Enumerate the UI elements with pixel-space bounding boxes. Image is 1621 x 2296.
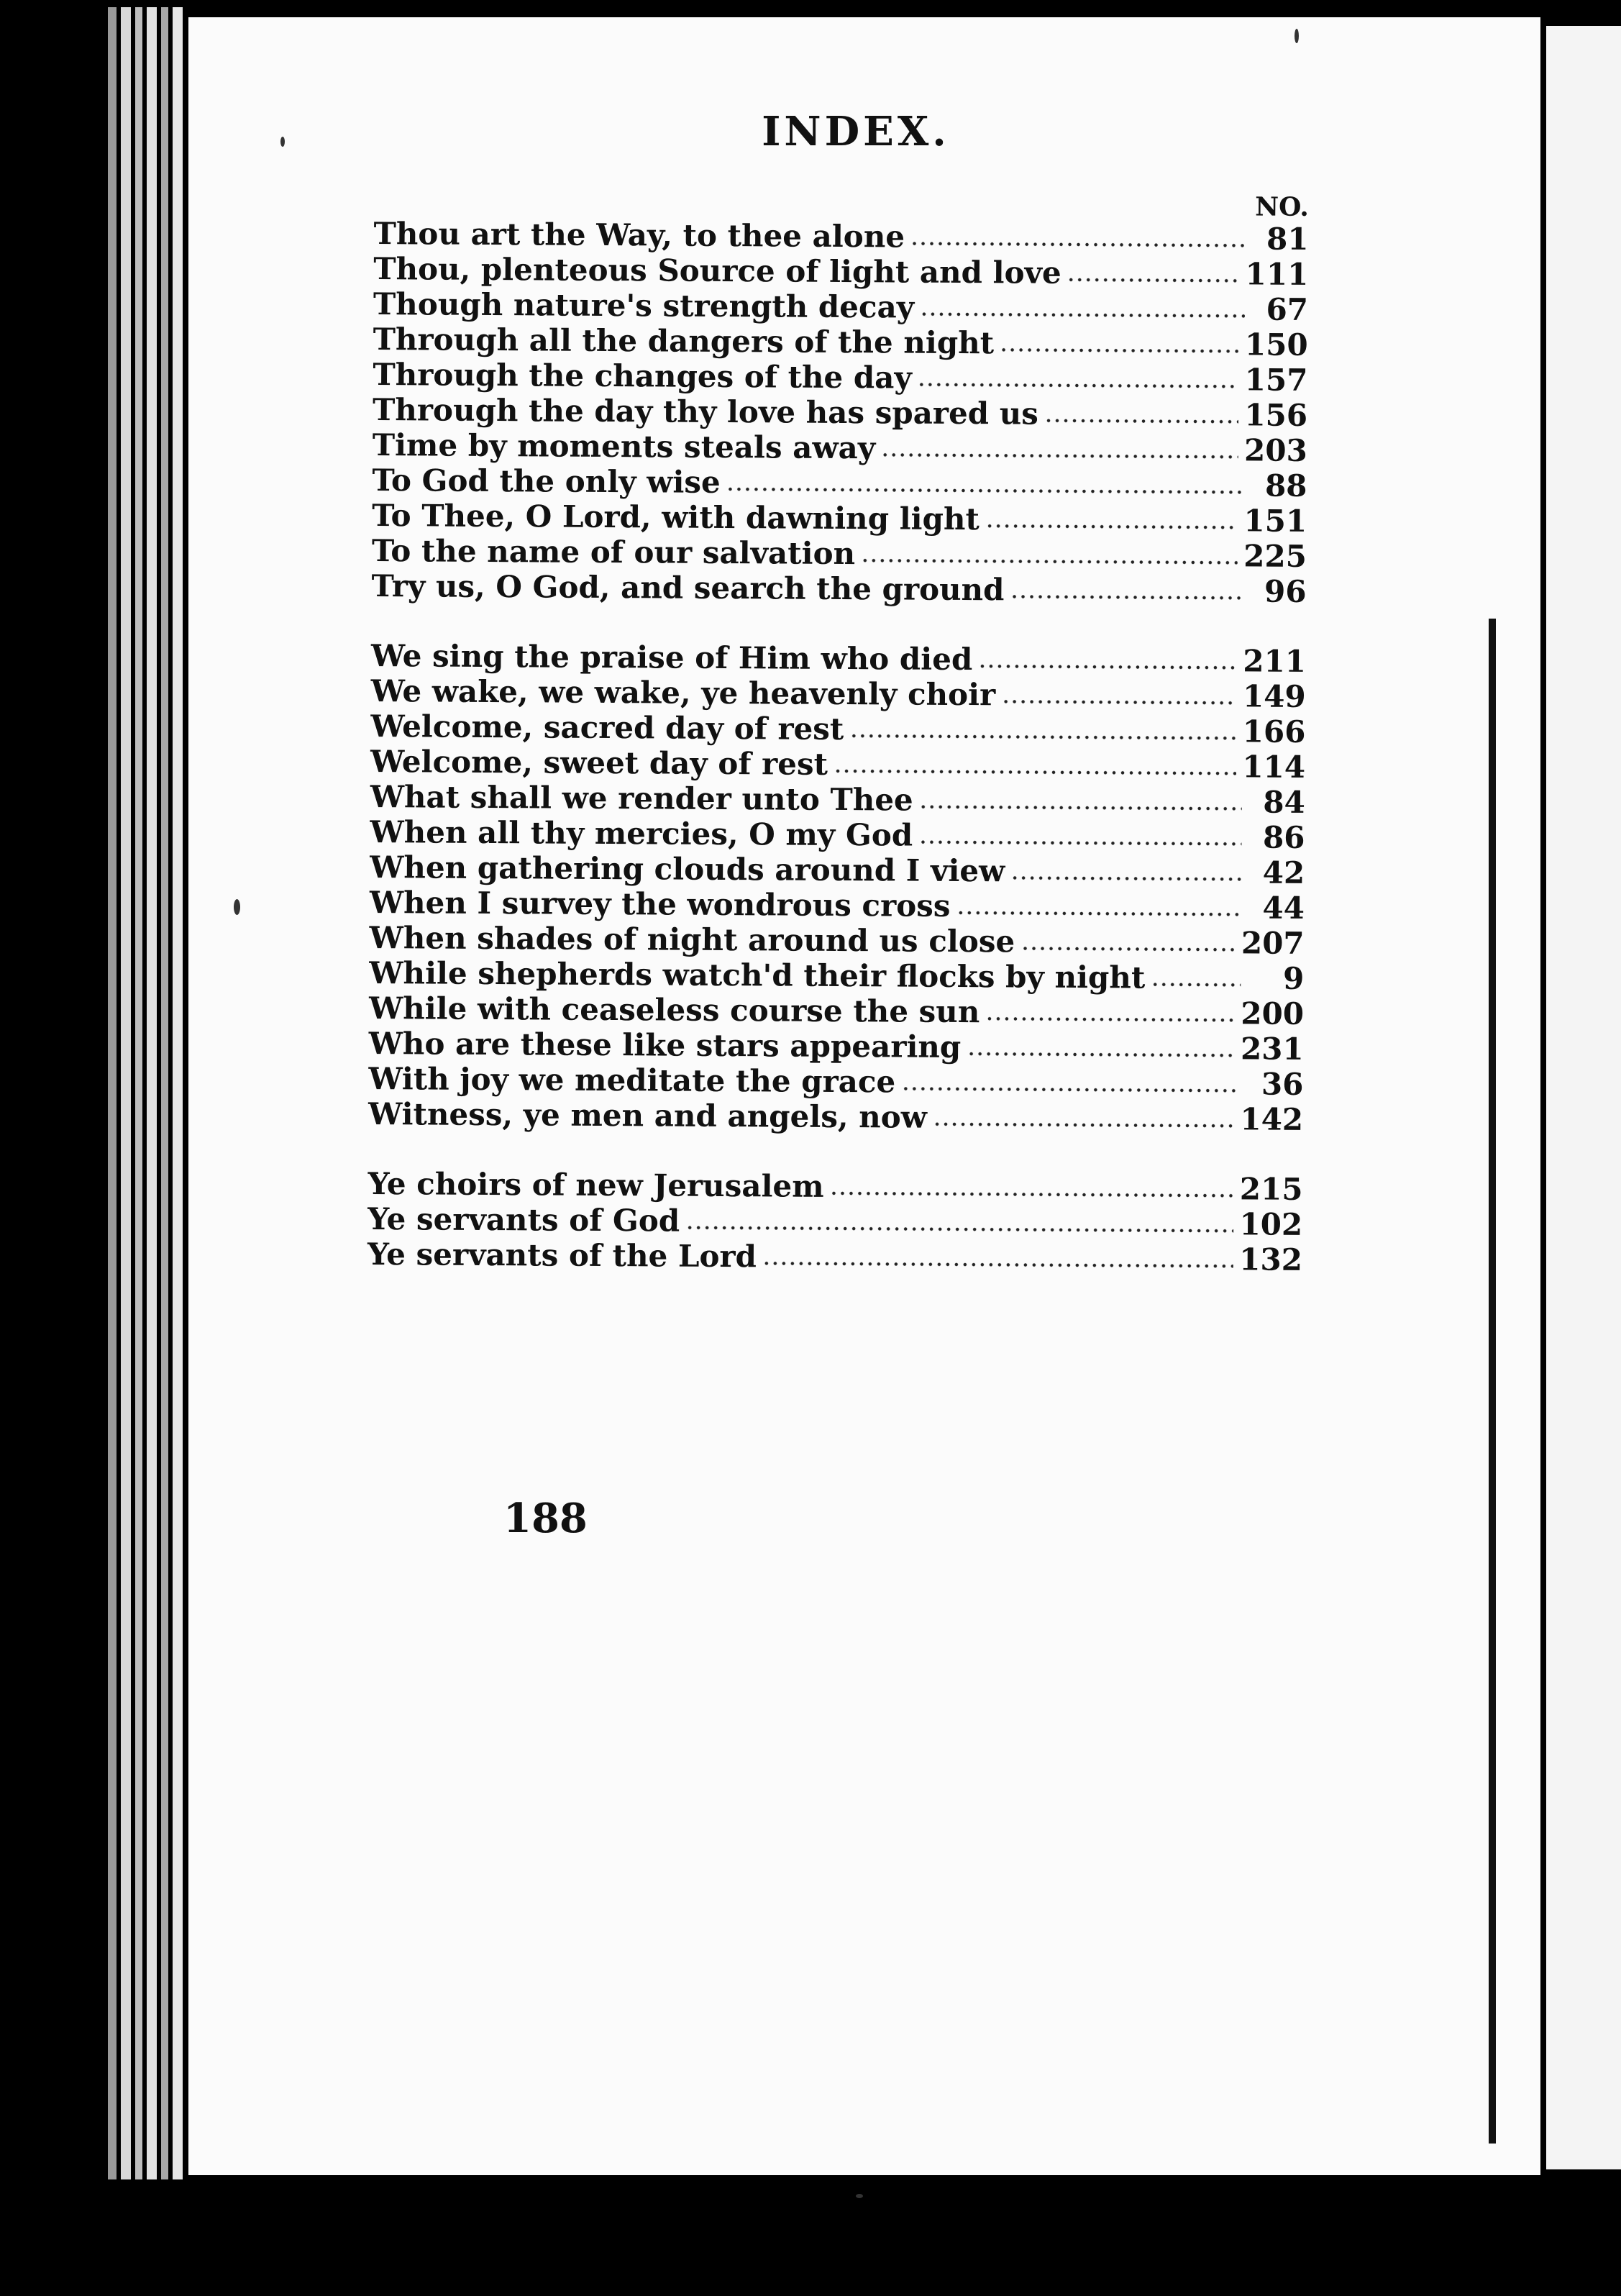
dot-leader <box>1010 593 1243 601</box>
index-entry <box>370 779 1305 820</box>
index-entry <box>373 286 1308 327</box>
index-group <box>367 1166 1303 1277</box>
index-list <box>367 187 1309 1277</box>
page-number: 188 <box>503 1495 588 1542</box>
entry-number: 86 <box>1262 819 1305 855</box>
entry-title: Through all the dangers of the night <box>373 321 995 361</box>
index-group <box>371 216 1308 609</box>
dot-leader <box>1000 346 1239 355</box>
index-groups <box>367 216 1309 1277</box>
index-entry <box>370 885 1305 926</box>
dot-leader <box>933 1121 1235 1130</box>
dot-leader <box>830 1190 1234 1199</box>
scan-speck <box>856 2194 863 2198</box>
index-entry <box>373 427 1307 468</box>
entry-number: 88 <box>1264 468 1307 504</box>
index-entry <box>370 709 1305 750</box>
entry-title: Through the day thy love has spared us <box>372 391 1039 432</box>
entry-number: 149 <box>1242 678 1306 714</box>
dot-leader <box>1151 981 1241 989</box>
entry-title: Time by moments steals away <box>372 427 876 466</box>
dot-leader <box>834 767 1236 777</box>
entry-title: Ye servants of the Lord <box>367 1236 757 1275</box>
entry-number: 166 <box>1242 714 1306 750</box>
page-fold-shadow <box>1489 619 1496 2144</box>
index-entry <box>371 568 1306 609</box>
index-entry <box>372 533 1307 574</box>
entry-number: 81 <box>1266 221 1309 257</box>
index-entry <box>368 1061 1303 1102</box>
entry-title: Welcome, sweet day of rest <box>370 743 828 782</box>
entry-title: Through the changes of the day <box>373 356 913 396</box>
index-entry <box>373 216 1308 257</box>
index-entry <box>369 990 1304 1031</box>
entry-number: 132 <box>1239 1242 1303 1277</box>
index-entry <box>367 1166 1302 1207</box>
entry-number: 156 <box>1244 397 1308 433</box>
entry-number: 102 <box>1239 1206 1303 1242</box>
entry-number: 207 <box>1241 925 1305 961</box>
entry-number: 225 <box>1243 538 1307 574</box>
index-entry <box>368 1096 1303 1137</box>
entry-title: When I survey the wondrous cross <box>369 884 951 924</box>
dot-leader <box>1020 945 1236 954</box>
entry-number: 67 <box>1266 291 1309 327</box>
dot-leader <box>685 1224 1233 1235</box>
entry-title: To Thee, O Lord, with dawning light <box>372 497 980 537</box>
dot-leader <box>978 662 1237 671</box>
dot-leader <box>762 1259 1233 1270</box>
index-entry <box>370 814 1305 855</box>
entry-number: 157 <box>1244 362 1308 398</box>
entry-title: With joy we meditate the grace <box>368 1060 896 1100</box>
entry-title: Who are these like stars appearing <box>368 1025 962 1065</box>
entry-title: To the name of our salvation <box>371 532 856 572</box>
dot-leader <box>910 240 1246 250</box>
dot-leader <box>920 311 1245 320</box>
entry-title: While shepherds watch'd their flocks by night <box>369 955 1146 996</box>
dot-leader <box>918 381 1239 391</box>
entry-number: 150 <box>1244 327 1308 363</box>
entry-title: We wake, we wake, ye heavenly choir <box>370 673 996 713</box>
entry-number: 114 <box>1242 749 1306 785</box>
entry-number: 215 <box>1239 1171 1303 1207</box>
dot-leader <box>1001 698 1237 706</box>
index-entry <box>371 673 1306 714</box>
entry-number: 44 <box>1262 890 1305 926</box>
entry-number: 36 <box>1261 1066 1304 1102</box>
page-edge <box>121 7 131 2179</box>
entry-title: Ye choirs of new Jerusalem <box>367 1165 824 1204</box>
scan-speck <box>234 899 240 915</box>
entry-title: Try us, O God, and search the ground <box>371 568 1005 608</box>
index-entry <box>367 1201 1302 1242</box>
index-entry <box>373 357 1307 398</box>
entry-title: When gathering clouds around I view <box>370 849 1005 889</box>
dot-leader <box>985 522 1238 531</box>
number-column-header: NO. <box>1255 191 1309 222</box>
entry-title: While with ceaseless course the sun <box>368 990 980 1030</box>
scan-speck <box>1294 29 1299 43</box>
entry-number: 211 <box>1243 643 1307 679</box>
index-entry <box>370 744 1305 785</box>
dot-leader <box>919 803 1242 813</box>
scan-speck <box>280 137 285 147</box>
index-entry <box>373 392 1307 433</box>
entry-number: 84 <box>1263 784 1305 820</box>
entry-number: 200 <box>1241 996 1305 1031</box>
entry-title: To God the only wise <box>372 462 721 500</box>
index-entry <box>369 955 1304 996</box>
dot-leader <box>985 1015 1235 1024</box>
index-entry <box>373 251 1308 292</box>
entry-number: 231 <box>1240 1031 1304 1067</box>
entry-title: Thou art the Way, to thee alone <box>373 215 905 255</box>
dot-leader <box>849 732 1236 742</box>
entry-number: 142 <box>1240 1101 1304 1137</box>
entry-title: We sing the praise of Him who died <box>370 637 973 678</box>
index-entry <box>373 322 1308 363</box>
dot-leader <box>1010 874 1241 883</box>
entry-number: 203 <box>1243 432 1307 468</box>
entry-title: What shall we render unto Thee <box>370 778 913 818</box>
facing-page-strip <box>1546 26 1621 2169</box>
entry-title: Welcome, sacred day of rest <box>370 708 844 747</box>
dot-leader <box>901 1085 1240 1095</box>
page-title: INDEX. <box>762 108 950 155</box>
dot-leader <box>861 557 1238 566</box>
page-edge <box>147 7 157 2179</box>
page-edge <box>108 7 117 2179</box>
dot-leader <box>881 451 1238 460</box>
entry-number: 42 <box>1262 855 1305 890</box>
index-entry <box>367 1236 1302 1277</box>
entry-title: When shades of night around us close <box>369 919 1015 960</box>
entry-number: 9 <box>1282 960 1305 996</box>
entry-title: Witness, ye men and angels, now <box>367 1095 928 1135</box>
entry-number: 111 <box>1245 256 1309 292</box>
dot-leader <box>918 839 1241 848</box>
dot-leader <box>1044 417 1239 426</box>
entry-number: 96 <box>1264 573 1307 609</box>
page-edge <box>161 7 168 2179</box>
index-entry <box>371 638 1306 679</box>
dot-leader <box>956 909 1241 918</box>
index-group <box>368 638 1306 1137</box>
dot-leader <box>726 486 1244 496</box>
page-edge <box>173 7 183 2179</box>
index-entry <box>370 849 1305 890</box>
page-edge <box>135 7 142 2179</box>
dot-leader <box>1067 276 1240 284</box>
entry-title: When all thy mercies, O my God <box>370 814 913 853</box>
index-entry <box>372 463 1307 504</box>
entry-title: Thou, plenteous Source of light and love <box>373 250 1061 291</box>
entry-title: Ye servants of God <box>367 1201 680 1239</box>
index-entry <box>369 1026 1304 1067</box>
dot-leader <box>967 1050 1235 1059</box>
index-entry <box>369 920 1304 961</box>
index-entry <box>372 498 1307 539</box>
entry-title: Though nature's strength decay <box>373 286 915 325</box>
entry-number: 151 <box>1243 503 1307 539</box>
